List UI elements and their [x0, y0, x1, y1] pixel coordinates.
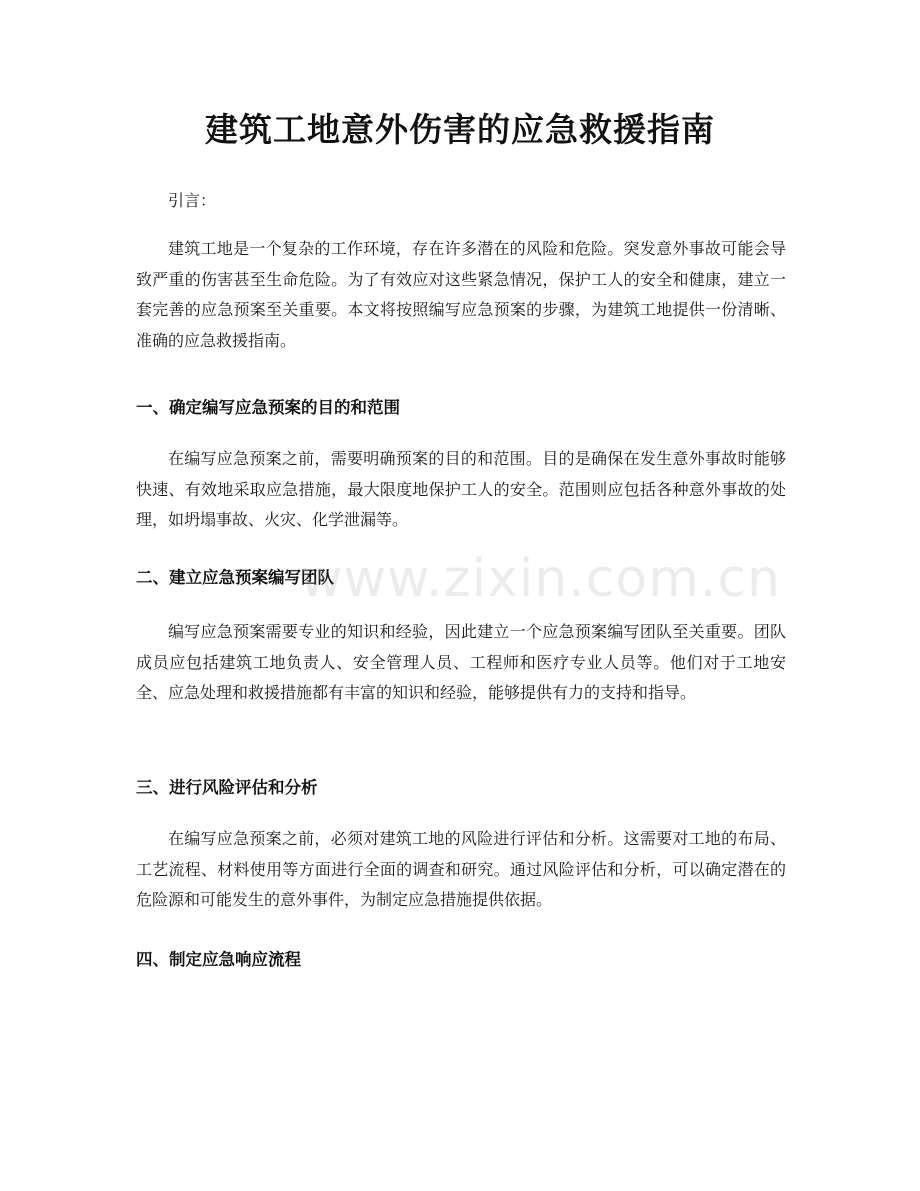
section-heading-3: 三、进行风险评估和分析: [136, 778, 318, 797]
document-title: 建筑工地意外伤害的应急救援指南: [205, 110, 715, 149]
watermark: www.zixin.com.cn: [300, 549, 781, 609]
section-paragraph-3: 在编写应急预案之前，必须对建筑工地的风险进行评估和分析。这需要对工地的布局、工艺流程、材料使用等方面进行全面的调查和研究。通过风险评估和分析，可以确定潜在的危险源和可能发生的意外事件，为制定应急措施提供依据。: [136, 829, 786, 909]
section-heading-1: 一、确定编写应急预案的目的和范围: [136, 398, 400, 417]
intro-label: 引言：: [168, 191, 217, 210]
section-paragraph-2: 编写应急预案需要专业的知识和经验，因此建立一个应急预案编写团队至关重要。团队成员应包括建筑工地负责人、安全管理人员、工程师和医疗专业人员等。他们对于工地安全、应急处理和救援措施都有丰富的知识和经验，能够提供有力的支持和指导。: [136, 622, 786, 702]
intro-paragraph: 建筑工地是一个复杂的工作环境，存在许多潜在的风险和危险。突发意外事故可能会导致严重的伤害甚至生命危险。为了有效应对这些紧急情况，保护工人的安全和健康，建立一套完善的应急预案至关重要。本文将按照编写应急预案的步骤，为建筑工地提供一份清晰、准确的应急救援指南。: [136, 239, 786, 350]
section-heading-2: 二、建立应急预案编写团队: [136, 568, 334, 587]
section-paragraph-1: 在编写应急预案之前，需要明确预案的目的和范围。目的是确保在发生意外事故时能够快速、有效地采取应急措施，最大限度地保护工人的安全。范围则应包括各种意外事故的处理，如坍塌事故、火灾、化学泄漏等。: [136, 449, 786, 529]
section-heading-4: 四、制定应急响应流程: [136, 950, 301, 969]
